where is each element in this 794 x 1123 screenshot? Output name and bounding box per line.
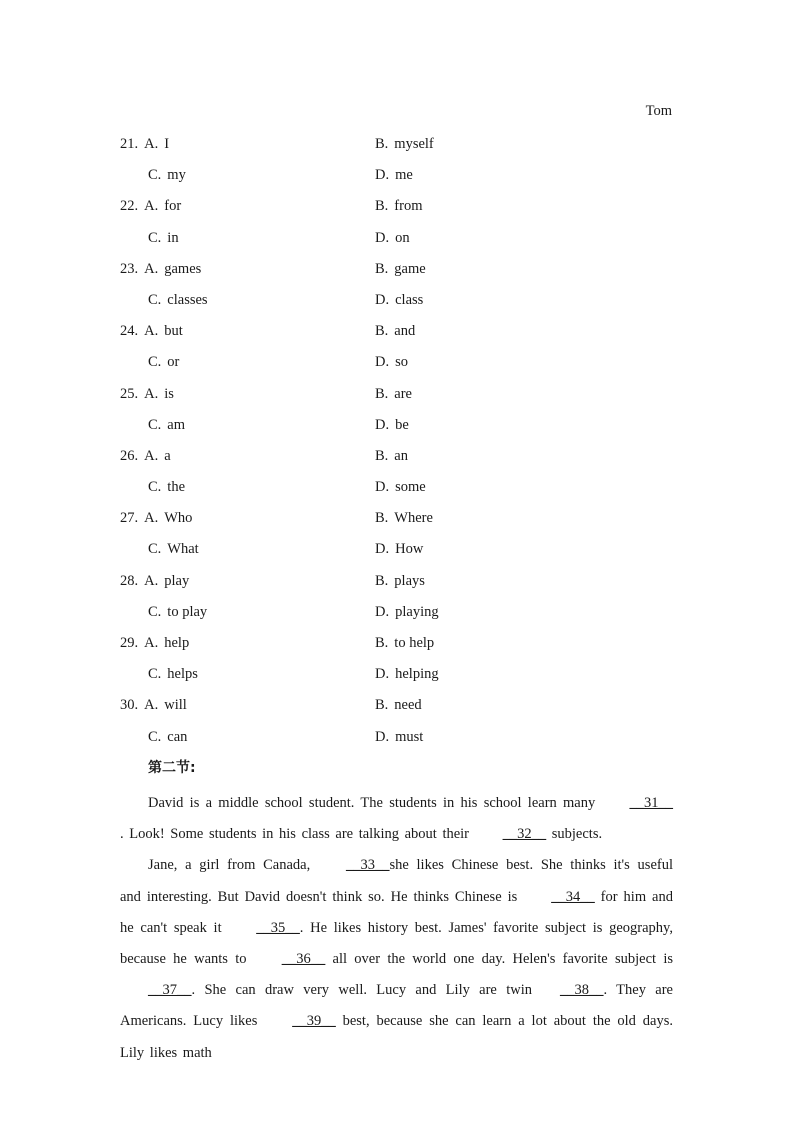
option-a: 22. A. for	[120, 195, 181, 217]
blank-34: __34__	[551, 888, 595, 905]
option-a: 23. A. games	[120, 258, 201, 280]
option-c: C. my	[148, 167, 186, 184]
option-d: D. class	[375, 291, 424, 308]
question-number: 30.	[120, 697, 139, 714]
question-number: 21.	[120, 136, 139, 152]
option-d: D. on	[375, 229, 410, 246]
option-c: C. What	[148, 541, 199, 558]
question-row-cd	[120, 601, 680, 632]
question-row	[120, 445, 680, 476]
option-a: 24. A. but	[120, 320, 183, 342]
question-number: 27.	[120, 510, 139, 527]
question-row	[120, 694, 680, 725]
question-number: 29.	[120, 635, 139, 651]
option-b: B. and	[375, 323, 416, 340]
option-b: B. are	[375, 385, 412, 402]
question-row-cd	[120, 351, 680, 382]
question-row-cd	[120, 538, 680, 569]
question-row-cd	[120, 164, 680, 195]
option-b: B. Where	[375, 510, 433, 527]
question-row-cd	[120, 663, 680, 694]
passage-paragraph-1: David is a middle school student. The students in his school learn many __31__ . Look! Some students in his class are talking about their __32__ subjects.	[120, 788, 673, 850]
blank-35: __35__	[256, 919, 300, 936]
question-number: 26.	[120, 447, 139, 464]
question-row-cd	[120, 726, 680, 757]
question-number: 28.	[120, 572, 139, 589]
option-b: B. plays	[375, 572, 425, 589]
option-a: 25. A. is	[120, 383, 174, 405]
question-row-cd	[120, 476, 680, 507]
option-d: D. be	[375, 416, 409, 433]
blank-38: __38__	[559, 982, 604, 999]
option-d: D. some	[375, 479, 426, 496]
option-c: C. or	[148, 354, 180, 371]
passage-paragraph-2: Jane, a girl from Canada, __33__she likes Chinese best. She thinks it's useful and interesting. But David doesn't think so. He thinks Chinese is __34__ for him and he can't speak it __35__. He likes history best. James' favorite subject is geography, because he wants to __36__ all over the world one day. Helen's favorite subject is __37__. She can draw very well. Lucy and Lily are twin __38__. They are Americans. Lucy likes __39__ best, because she can learn a lot about the old days. Lily likes math	[120, 850, 673, 1068]
option-d: D. me	[375, 167, 413, 184]
question-row	[120, 258, 680, 289]
question-row	[120, 195, 680, 226]
question-number: 25.	[120, 385, 139, 402]
option-d: D. playing	[375, 603, 439, 620]
option-c: C. the	[148, 479, 186, 496]
answer-options-list	[120, 133, 680, 757]
blank-37: __37__	[148, 982, 192, 999]
option-c: C. to play	[148, 603, 208, 620]
signature-name: Tom	[645, 103, 672, 119]
question-number: 24.	[120, 323, 139, 340]
question-row	[120, 507, 680, 538]
option-a: 26. A. a	[120, 445, 171, 467]
option-b: B. from	[375, 198, 423, 215]
option-d: D. helping	[375, 666, 439, 683]
option-b: B. game	[375, 260, 426, 277]
option-b: B. to help	[375, 635, 435, 651]
question-number: 23.	[120, 260, 139, 277]
option-a: 21. A. I	[120, 133, 169, 155]
option-b: B. need	[375, 697, 422, 714]
question-row	[120, 632, 680, 663]
question-number: 22.	[120, 198, 139, 215]
option-d: D. How	[375, 541, 424, 558]
option-c: C. in	[148, 229, 179, 246]
question-row	[120, 133, 680, 164]
option-c: C. am	[148, 416, 186, 433]
question-row	[120, 570, 680, 601]
option-a: 30. A. will	[120, 694, 187, 716]
blank-31: __31__	[629, 795, 673, 811]
question-row-cd	[120, 227, 680, 258]
blank-39: __39__	[292, 1013, 336, 1030]
question-row-cd	[120, 414, 680, 445]
blank-36: __36__	[281, 951, 326, 968]
blank-32: __32__	[502, 826, 547, 843]
option-d: D. so	[375, 354, 409, 371]
option-a: 28. A. play	[120, 570, 189, 592]
option-d: D. must	[375, 728, 424, 745]
blank-33: __33__	[345, 857, 390, 874]
option-a: 27. A. Who	[120, 507, 192, 529]
option-b: B. myself	[375, 136, 434, 152]
question-row	[120, 383, 680, 414]
question-row	[120, 320, 680, 351]
option-c: C. helps	[148, 666, 198, 683]
option-c: C. classes	[148, 291, 208, 308]
option-a: 29. A. help	[120, 632, 189, 654]
option-b: B. an	[375, 447, 408, 464]
cloze-passage	[120, 788, 673, 1069]
question-row-cd	[120, 289, 680, 320]
section-heading: 第二节:	[148, 760, 196, 776]
option-c: C. can	[148, 728, 188, 745]
